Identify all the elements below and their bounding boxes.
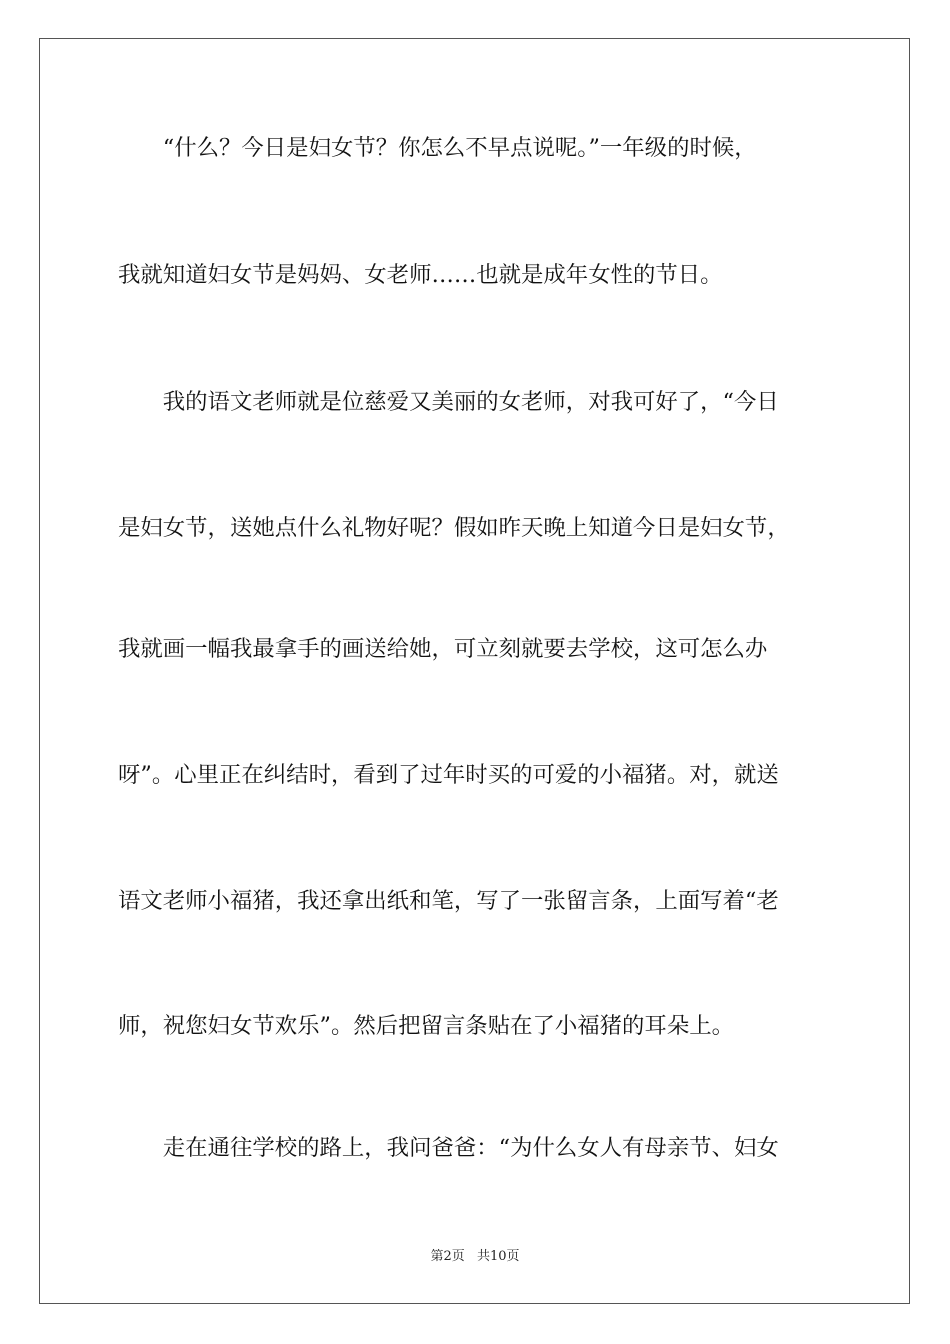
text-line: 语文老师小福猪，我还拿出纸和笔，写了一张留言条，上面写着“老 [118,888,779,914]
text-line: 我就画一幅我最拿手的画送给她，可立刻就要去学校，这可怎么办 [118,636,768,662]
text-line: “什么？今日是妇女节？你怎么不早点说呢。”一年级的时候， [118,135,757,161]
text-line: 呀”。心里正在纠结时，看到了过年时买的可爱的小福猪。对，就送 [118,762,779,788]
page-total: 共10页 [476,1249,520,1264]
text-line: 走在通往学校的路上，我问爸爸：“为什么女人有母亲节、妇女 [118,1135,779,1161]
text-line: 我就知道妇女节是妈妈、女老师……也就是成年女性的节日。 [118,262,723,288]
page-number: 第2页 [430,1249,465,1264]
text-line: 是妇女节，送她点什么礼物好呢？假如昨天晚上知道今日是妇女节， [118,515,790,541]
text-line: 师，祝您妇女节欢乐”。然后把留言条贴在了小福猪的耳朵上。 [118,1013,734,1039]
page-border [39,38,910,1304]
text-line: 我的语文老师就是位慈爱又美丽的女老师，对我可好了，“今日 [118,389,779,415]
page-footer [0,1248,950,1266]
